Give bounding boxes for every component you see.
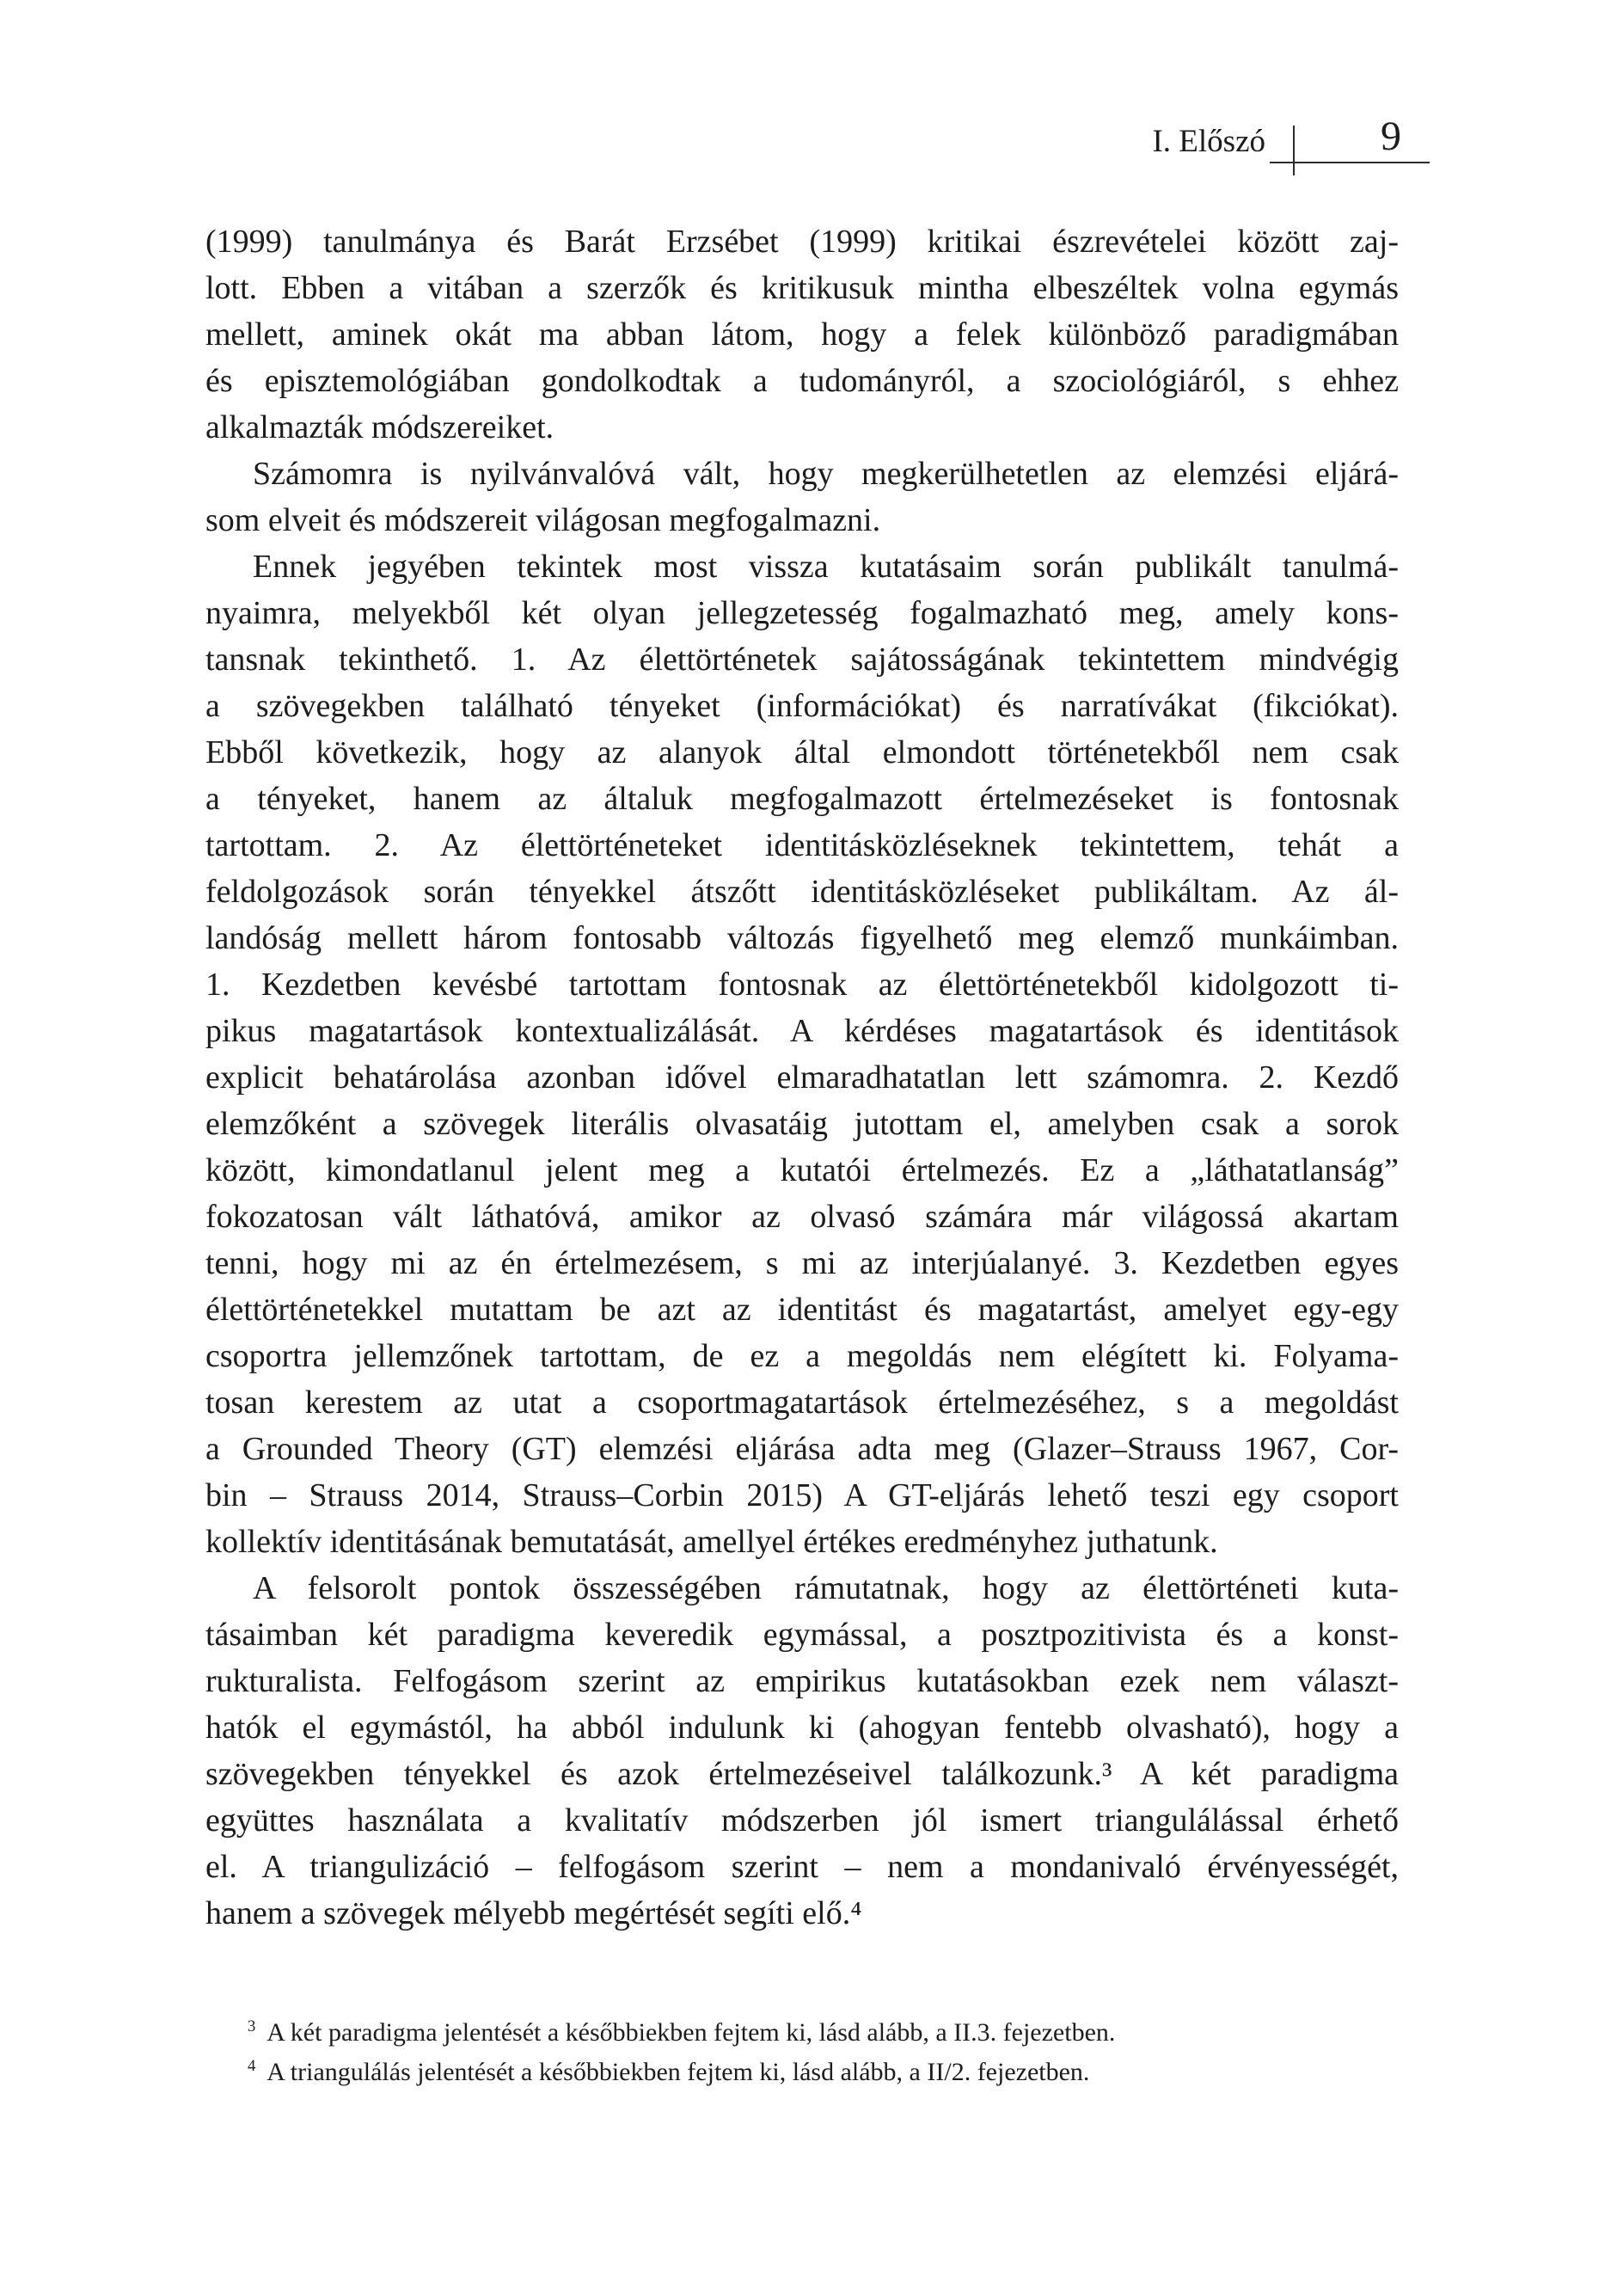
body-line: hatók el egymástól, ha abból indulunk ki (ahogyan fentebb olvasható), hogy a [205,1710,1399,1746]
header-section-label: I. Előszó [1152,124,1265,159]
body-line: együttes használata a kvalitatív módszerben jól ismert triangulálással érhető [205,1802,1399,1839]
body-line: lott. Ebben a vitában a szerzők és kritikusuk mintha elbeszéltek volna egymás [205,270,1399,306]
body-line: mellett, aminek okát ma abban látom, hogy a felek különböző paradigmában [205,316,1399,353]
body-line: feldolgozások során tényekkel átszőtt identitásközléseket publikáltam. Az ál- [205,874,1399,910]
footnote-text: A triangulálás jelentését a későbbiekben fejtem ki, lásd alább, a II/2. fejezetben. [266,2058,1090,2086]
body-line: csoportra jellemzőnek tartottam, de ez a megoldás nem elégített ki. Folyama- [205,1338,1399,1374]
body-line: pikus magatartások kontextualizálását. A kérdéses magatartások és identitások [205,1013,1399,1049]
body-line: 1. Kezdetben kevésbé tartottam fontosnak az élettörténetekből kidolgozott ti- [205,967,1399,1003]
body-line: elemzőként a szövegek literális olvasatáig jutottam el, amelyben csak a sorok [205,1106,1399,1142]
body-text [205,218,1399,1937]
body-line: szövegekben tényekkel és azok értelmezéseivel találkozunk.³ A két paradigma [205,1756,1399,1792]
footnote-marker: 4 [248,2057,256,2075]
body-line: Ennek jegyében tekintek most vissza kutatásaim során publikált tanulmá- [253,549,1399,585]
body-line: és episztemológiában gondolkodtak a tudományról, a szociológiáról, s ehhez [205,363,1399,399]
body-line: (1999) tanulmánya és Barát Erzsébet (1999) kritikai észrevételei között zaj- [205,224,1399,260]
body-line: nyaimra, melyekből két olyan jellegzetesség fogalmazható meg, amely kons- [205,595,1399,631]
body-line: Ebből következik, hogy az alanyok által elmondott történetekből nem csak [205,734,1399,770]
body-line: a Grounded Theory (GT) elemzési eljárása adta meg (Glazer–Strauss 1967, Cor- [205,1431,1399,1467]
body-line: fokozatosan vált láthatóvá, amikor az olvasó számára már világossá akartam [205,1199,1399,1235]
body-line: tosan kerestem az utat a csoportmagatartások értelmezéséhez, s a megoldást [205,1384,1399,1421]
body-line: hanem a szövegek mélyebb megértését segíti elő.⁴ [205,1895,862,1931]
body-line: tartottam. 2. Az élettörténeteket identitásközléseknek tekintettem, tehát a [205,827,1399,863]
body-line: alkalmazták módszereiket. [205,409,554,445]
body-line: el. A triangulizáció – felfogásom szerint – nem a mondanivaló érvényességét, [205,1849,1399,1885]
body-line: bin – Strauss 2014, Strauss–Corbin 2015) A GT-eljárás lehető teszi egy csoport [205,1477,1399,1513]
header-rule [1270,162,1430,163]
body-line: rukturalista. Felfogásom szerint az empirikus kutatásokban ezek nem választ- [205,1663,1399,1699]
footnote-text: A két paradigma jelentését a későbbiekben fejtem ki, lásd alább, a II.3. fejezetben. [266,2018,1116,2047]
body-line: tansnak tekinthető. 1. Az élettörténetek sajátosságának tekintettem mindvégig [205,642,1399,678]
header-page-number: 9 [1381,114,1401,159]
body-line: som elveit és módszereit világosan megfogalmazni. [205,502,881,538]
body-line: Számomra is nyilvánvalóvá vált, hogy megkerülhetetlen az elemzési eljárá- [253,456,1399,492]
footnote-item [248,2010,1404,2049]
body-line: A felsorolt pontok összességében rámutatnak, hogy az élettörténeti kuta- [253,1570,1399,1606]
body-line: tásaimban két paradigma keveredik egymással, a posztpozitivista és a konst- [205,1617,1399,1653]
footnote-marker: 3 [248,2017,256,2035]
body-line: élettörténetekkel mutattam be azt az identitást és magatartást, amelyet egy-egy [205,1292,1399,1328]
footnote-item [248,2049,1404,2089]
footnotes [248,2010,1404,2089]
header-divider-line [1293,126,1295,175]
body-line: landóság mellett három fontosabb változás figyelhető meg elemző munkáimban. [205,920,1399,956]
body-line: kollektív identitásának bemutatását, amellyel értékes eredményhez juthatunk. [205,1524,1218,1560]
body-line: a szövegekben található tényeket (információkat) és narratívákat (fikciókat). [205,688,1399,724]
body-line: explicit behatárolása azonban idővel elmaradhatatlan lett számomra. 2. Kezdő [205,1059,1399,1096]
body-line: tenni, hogy mi az én értelmezésem, s mi az interjúalanyé. 3. Kezdetben egyes [205,1245,1399,1281]
body-line: a tényeket, hanem az általuk megfogalmazott értelmezéseket is fontosnak [205,781,1399,817]
body-line: között, kimondatlanul jelent meg a kutatói értelmezés. Ez a „láthatatlanság” [205,1152,1399,1188]
